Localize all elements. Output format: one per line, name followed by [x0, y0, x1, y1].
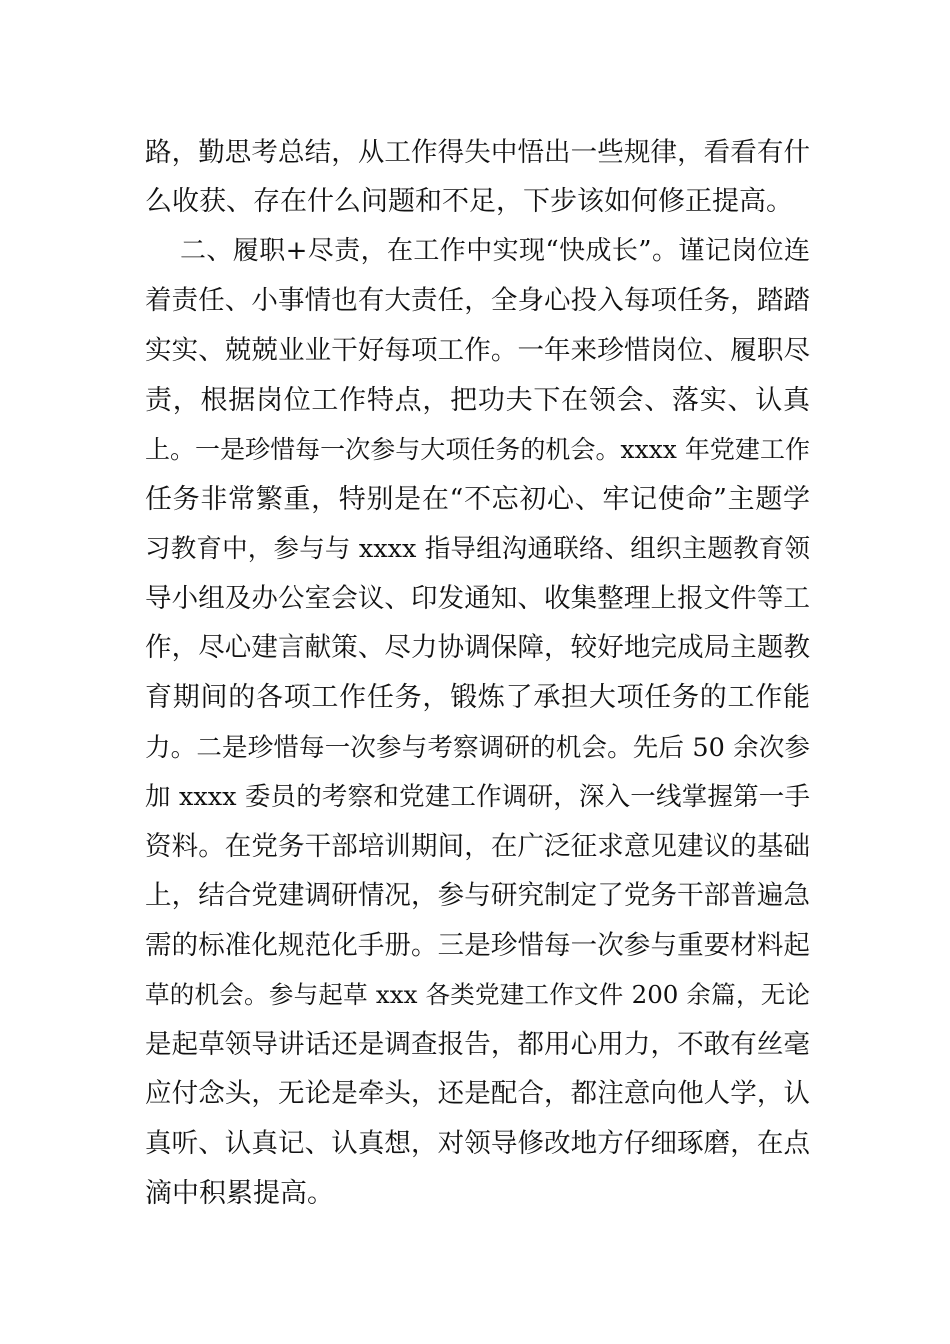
text-line-17: 需的标准化规范化手册。三是珍惜每一次参与重要材料起 [145, 930, 810, 961]
text-line-19: 是起草领导讲话还是调查报告，都用心用力，不敢有丝毫 [145, 1029, 810, 1060]
text-line-22: 滴中积累提高。 [145, 1178, 334, 1209]
text-line-1: 路，勤思考总结，从工作得失中悟出一些规律，看看有什 [145, 137, 810, 168]
text-line-9: 习教育中，参与与 xxxx 指导组沟通联络、组织主题教育领 [145, 534, 810, 564]
text-line-14: 加 xxxx 委员的考察和党建工作调研，深入一线掌握第一手 [145, 782, 810, 812]
text-line-16: 上，结合党建调研情况，参与研究制定了党务干部普遍急 [145, 880, 810, 911]
text-line-3: 二、履职+尽责，在工作中实现“快成长”。谨记岗位连 [180, 236, 810, 266]
text-line-18: 草的机会。参与起草 xxx 各类党建工作文件 200 余篇，无论 [145, 980, 810, 1009]
text-line-6: 责，根据岗位工作特点，把功夫下在领会、落实、认真 [145, 385, 810, 416]
text-line-11: 作，尽心建言献策、尽力协调保障，较好地完成局主题教 [145, 632, 810, 663]
text-line-21: 真听、认真记、认真想，对领导修改地方仔细琢磨，在点 [145, 1128, 810, 1159]
text-line-4: 着责任、小事情也有大责任，全身心投入每项任务，踏踏 [145, 285, 810, 316]
text-line-8: 任务非常繁重，特别是在“不忘初心、牢记使命”主题学 [145, 484, 810, 515]
text-line-15: 资料。在党务干部培训期间，在广泛征求意见建议的基础 [145, 831, 810, 862]
text-line-12: 育期间的各项工作任务，锻炼了承担大项任务的工作能 [145, 682, 810, 713]
text-line-20: 应付念头，无论是牵头，还是配合，都注意向他人学，认 [145, 1078, 810, 1109]
text-line-7: 上。一是珍惜每一次参与大项任务的机会。xxxx 年党建工作 [145, 435, 810, 464]
text-line-5: 实实、兢兢业业干好每项工作。一年来珍惜岗位、履职尽 [145, 335, 810, 366]
text-line-2: 么收获、存在什么问题和不足，下步该如何修正提高。 [145, 186, 793, 217]
text-line-13: 力。二是珍惜每一次参与考察调研的机会。先后 50 余次参 [145, 733, 810, 763]
text-line-10: 导小组及办公室会议、印发通知、收集整理上报文件等工 [145, 583, 810, 614]
